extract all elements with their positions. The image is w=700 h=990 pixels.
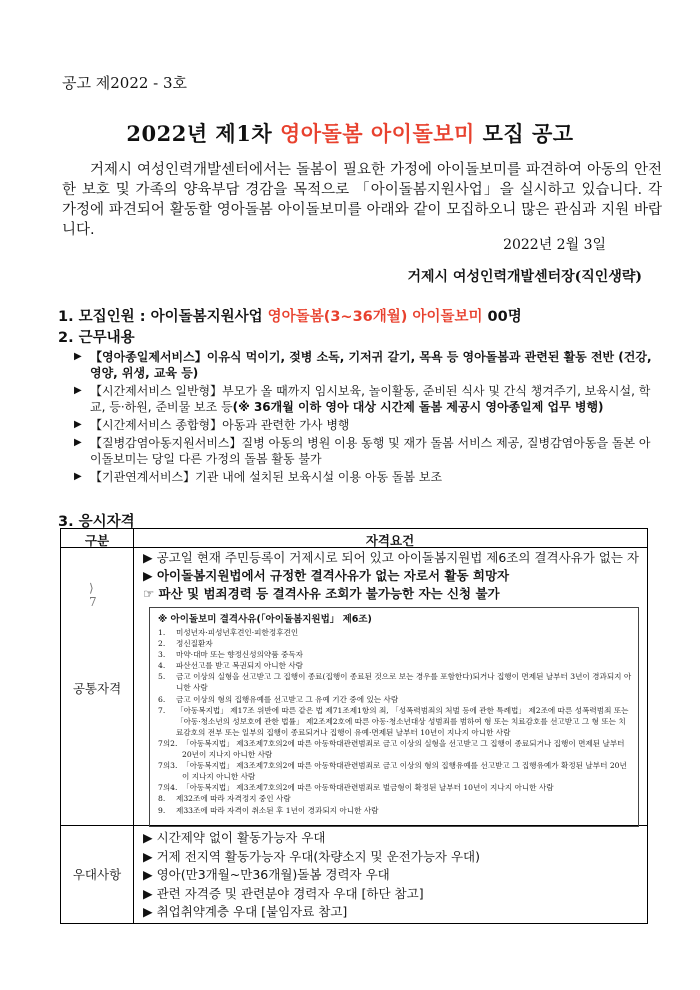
disqualification-item: 9. 제33조에 따라 자격이 취소된 후 1년이 경과되지 아니한 사람 — [158, 805, 379, 815]
duty-item: ▶ 【시간제서비스 일반형】부모가 올 때까지 임시보육, 놀이활동, 준비된 식사 및 간식 챙겨주기, 보육시설, 학교, 등·하원, 준비물 보조 등(※ 36개월 이하 영아 대상 시간제 돌봄 제공시 영아종일제 업무 병행) — [74, 384, 651, 414]
bullet-triangle-icon: ▶ — [74, 385, 82, 396]
duty-item: ▶ 【기관연계서비스】기관 내에 설치된 보육시설 이용 아동 돌봄 보조 — [74, 470, 443, 484]
duty-item: ▶ 【질병감염아동지원서비스】질병 아동의 병원 이용 동행 및 재가 돌봄 서비스 제공, 질병감염아동을 돌본 아이돌보미는 당일 다른 가정의 돌봄 활동 불가 — [74, 436, 651, 466]
disqualification-item: 5. 금고 이상의 실형을 선고받고 그 집행이 종료(집행이 종료된 것으로 보는 경우를 포함한다)되거나 집행이 면제된 날부터 3년이 경과되지 아니한 사람 — [158, 672, 632, 693]
row-label-common: 공통자격 — [72, 681, 122, 696]
section1-label: 1. 모집인원 : 아이돌봄지원사업 — [58, 309, 268, 325]
bullet-triangle-icon: ▶ — [74, 419, 82, 430]
preference-item: ▶ 취업취약계층 우대 [붙임자료 참고] — [143, 904, 348, 919]
table-header-requirements: 자격요건 — [365, 533, 415, 548]
disqualification-item: 3. 마약·대마 또는 향정신성의약품 중독자 — [158, 650, 304, 660]
preference-item: ▶ 영아(만3개월~만36개월)돌봄 경력자 우대 — [143, 867, 390, 882]
bullet-triangle-icon: ▶ — [74, 437, 82, 448]
title-part3: 모집 공고 — [474, 121, 574, 146]
bullet-triangle-icon: ▶ — [74, 471, 82, 482]
table-divider — [133, 529, 134, 923]
preference-item: ▶ 거제 전지역 활동가능자 우대(차량소지 및 운전가능자 우대) — [143, 848, 480, 864]
disqualification-item: 7. 「아동복지법」 제17조 위반에 따른 같은 법 제71조제1항의 죄, 「성폭력범죄의 처벌 등에 관한 특례법」 제2조에 따른 성폭력범죄 또는 「아동·청소년의 성보호에 관한 법률」 제2조제2호에 따른 아동·청소년대상 성범죄를 범하여 형 또는 치료감호를 선고받고 그 형 또는 치료감호의 전부 또는 일부의 집행이 종료되거나 집행이 유예·면제된 날부터 10년이 지나지 아니한 사람 — [158, 705, 629, 737]
preference-item: ▶ 시간제약 없이 활동가능자 우대 — [143, 830, 326, 845]
table-header-category: 구분 — [84, 533, 110, 548]
disqualification-item: 2. 정신질환자 — [158, 639, 213, 649]
section-recruitment — [58, 305, 522, 326]
disqualification-item: 7의3. 「아동복지법」 제3조제7호의2에 따른 아동학대관련범죄로 금고 이상의 형의 집행유예를 선고받고 그 집행유예가 확정된 날부터 20년이 지나지 아니한 사람 — [158, 761, 627, 782]
bullet-triangle-icon: ▶ — [74, 351, 82, 362]
row-label-preferences: 우대사항 — [72, 867, 122, 882]
intro-paragraph: 거제시 여성인력개발센터에서는 돌봄이 필요한 가정에 아이돌보미를 파견하여 아동의 안전한 보호 및 가족의 양육부담 경감을 목적으로 「아이돌봄지원사업」을 실시하고 있습니다. 각 가정에 파견되어 활동할 영아돌봄 아이돌보미를 아래와 같이 모집하오니 많은 관심과 지원 바랍니다. — [62, 162, 662, 238]
notice-number: 공고 제2022 - 3호 — [62, 74, 188, 92]
preference-list — [143, 829, 643, 922]
title-part1: 2022년 제1차 — [126, 121, 280, 146]
disqualification-item: 7의2. 「아동복지법」 제3조제7호의2에 따른 아동학대관련범죄로 금고 이상의 실형을 선고받고 그 집행이 종료되거나 집행이 면제된 날부터 20년이 지나지 아니한 사람 — [158, 738, 625, 760]
common-requirements — [143, 549, 643, 603]
duty-item: ▶ 【영아종일제서비스】이유식 먹이기, 젖병 소독, 기저귀 갈기, 목욕 등 영아돌봄과 관련된 활동 전반 (건강, 영양, 위생, 교육 등) — [74, 350, 652, 380]
disqualification-item: 8. 제32조에 따라 자격정지 중인 사람 — [158, 794, 291, 804]
notice-date: 2022년 2월 3일 — [503, 237, 606, 253]
section-qualifications-heading: 3. 응시자격 — [58, 514, 135, 530]
preference-item: ▶ 관련 자격증 및 관련분야 경력자 우대 [하단 참고] — [143, 885, 424, 901]
section1-highlight: 영아돌봄(3~36개월) 아이돌보미 — [267, 309, 483, 325]
organization-signature: 거제시 여성인력개발센터장(직인생략) — [407, 269, 642, 285]
title-highlight: 영아돌봄 아이돌보미 — [279, 121, 475, 146]
pencil-mark: ⟩ 7 — [89, 581, 97, 609]
disqualification-item: 1. 미성년자·피성년후견인·피한정후견인 — [158, 628, 299, 637]
section-duties-heading: 2. 근무내용 — [58, 330, 135, 346]
requirement-item: ▶ 공고일 현재 주민등록이 거제시로 되어 있고 아이돌봄지원법 제6조의 결격사유가 없는 자 — [143, 550, 639, 565]
disqualification-item: 6. 금고 이상의 형의 집행유예를 선고받고 그 유예 기간 중에 있는 사람 — [158, 694, 399, 704]
requirement-item: ▶ 아이돌봄지원법에서 규정한 결격사유가 없는 자로서 활동 희망자 — [143, 568, 510, 583]
disqualification-box — [149, 607, 639, 827]
disqualification-item: 7의4. 「아동복지법」 제3조제7호의2에 따른 아동학대관련범죄로 벌금형이 확정된 날부터 10년이 지나지 아니한 사람 — [158, 783, 554, 793]
section1-count: 00명 — [482, 309, 522, 325]
page-title — [0, 118, 700, 148]
disqualification-list — [158, 627, 632, 816]
disqualification-title: ※ 아이돌보미 결격사유(「아이돌봄지원법」 제6조) — [158, 614, 372, 625]
qualifications-table — [60, 528, 648, 924]
disqualification-item: 4. 파산선고를 받고 복권되지 아니한 사람 — [158, 661, 304, 671]
requirement-item: ☞ 파산 및 범죄경력 등 결격사유 조회가 불가능한 자는 신청 불가 — [143, 586, 500, 601]
duty-item: ▶ 【시간제서비스 종합형】아동과 관련한 가사 병행 — [74, 418, 350, 432]
duties-list — [74, 349, 654, 487]
